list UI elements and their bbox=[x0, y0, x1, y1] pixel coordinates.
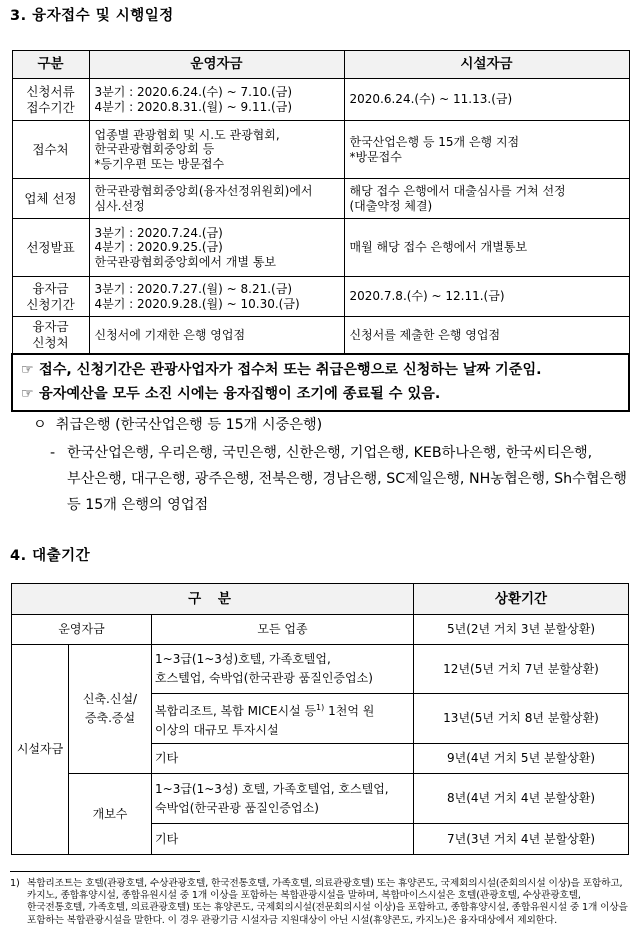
loan-header-row bbox=[12, 584, 629, 615]
row-label: 업체 선정 bbox=[12, 179, 89, 219]
repayment-period: 8년(4년 거치 4년 분할상환) bbox=[414, 774, 629, 824]
loan-row-operating bbox=[12, 615, 629, 645]
footnote bbox=[10, 878, 628, 927]
note-item: ☞ 접수, 신청기간은 관광사업자가 접수처 또는 취급은행으로 신청하는 날짜 기준임. bbox=[21, 358, 620, 382]
schedule-row-application bbox=[12, 79, 629, 121]
schedule-notes bbox=[12, 354, 629, 411]
loan-row-facility-new-hotel bbox=[12, 645, 629, 694]
section4-heading: 4. 대출기간 bbox=[10, 548, 91, 564]
row-label: 융자금 신청처 bbox=[12, 317, 89, 355]
repair-label: 개보수 bbox=[69, 774, 152, 855]
header-facility: 시설자금 bbox=[344, 51, 629, 79]
note-item: ☞ 융자예산을 모두 소진 시에는 융자집행이 조기에 종료될 수 있음. bbox=[21, 382, 620, 406]
business-type: 기타 bbox=[152, 824, 414, 855]
business-type: 기타 bbox=[152, 744, 414, 774]
row-label: 선정발표 bbox=[12, 219, 89, 277]
new-construction-label: 신축.신설/ 증축.증설 bbox=[69, 645, 152, 774]
bank-list: - 한국산업은행, 우리은행, 국민은행, 신한은행, 기업은행, KEB하나은행, 한국씨티은행, 부산은행, 대구은행, 광주은행, 전북은행, 경남은행, SC제일은행, NH농협은행, Sh수협은행 등 15개 은행의 영업점 bbox=[50, 440, 630, 518]
repayment-period: 12년(5년 거치 7년 분할상환) bbox=[414, 645, 629, 694]
row-label: 접수처 bbox=[12, 121, 89, 179]
facility-label: 시설자금 bbox=[12, 645, 69, 855]
schedule-table bbox=[11, 50, 630, 412]
section3-heading: 3. 융자접수 및 시행일정 bbox=[10, 8, 174, 24]
operating-cell: 신청서에 기재한 은행 영업점 bbox=[89, 317, 344, 355]
bank-bullet: ㅇ 취급은행 (한국산업은행 등 15개 시중은행) bbox=[33, 417, 323, 433]
loan-period-table bbox=[11, 583, 629, 855]
row-label: 융자금 신청기간 bbox=[12, 277, 89, 317]
footnote-divider bbox=[10, 871, 200, 872]
header-category: 구분 bbox=[12, 51, 89, 79]
operating-cell: 3분기 : 2020.7.24.(금) 4분기 : 2020.9.25.(금) 한국관광협회중앙회에서 개별 통보 bbox=[89, 219, 344, 277]
loan-row-facility-repair-hotel bbox=[12, 774, 629, 824]
schedule-notes-row bbox=[12, 354, 629, 411]
operating-cell: 3분기 : 2020.7.27.(월) ~ 8.21.(금) 4분기 : 2020.9.28.(월) ~ 10.30.(금) bbox=[89, 277, 344, 317]
pointing-hand-icon: ☞ bbox=[21, 362, 34, 378]
footnote-text: 복합리조트는 호텔(관광호텔, 수상관광호텔, 한국전통호텔, 가족호텔, 의료관광호텔) 또는 휴양콘도, 국제회의시설(준회의시설 이상)을 포함하고, 카지노, 종합휴양시설, 종합유원시설 중 1개 이상을 포함하는 복합관광시설을 말하며, 복합마이스시설은 호텔(관광호텔, 수상관광호텔, 한국전통호텔, 가족호텔, 의료관광호텔) 또는 휴양콘도, 국제회의시설(전문회의시설 이상)을 포함하고, 종합휴양시설, 종합유원시설 중 1개 이상을 포함하는 복합관광시설을 말한다. 이 경우 관광기금 시설자금 지원대상이 아닌 시설(휴양콘도, 카지노)은 융자대상에서 제외한다. bbox=[27, 878, 628, 926]
facility-cell: 한국산업은행 등 15개 은행 지점 *방문접수 bbox=[344, 121, 629, 179]
operating-cell: 3분기 : 2020.6.24.(수) ~ 7.10.(금) 4분기 : 2020.8.31.(월) ~ 9.11.(금) bbox=[89, 79, 344, 121]
row-label: 신청서류 접수기간 bbox=[12, 79, 89, 121]
facility-cell: 신청서를 제출한 은행 영업점 bbox=[344, 317, 629, 355]
schedule-row-loan-period bbox=[12, 277, 629, 317]
header-repayment: 상환기간 bbox=[414, 584, 629, 615]
facility-cell: 매월 해당 접수 은행에서 개별통보 bbox=[344, 219, 629, 277]
schedule-row-office bbox=[12, 121, 629, 179]
operating-cell: 한국관광협회중앙회(융자선정위원회)에서 심사.선정 bbox=[89, 179, 344, 219]
header-operating: 운영자금 bbox=[89, 51, 344, 79]
repayment-period: 5년(2년 거치 3년 분할상환) bbox=[414, 615, 629, 645]
facility-cell: 해당 접수 은행에서 대출심사를 거쳐 선정 (대출약정 체결) bbox=[344, 179, 629, 219]
schedule-header-row bbox=[12, 51, 629, 79]
business-type: 1~3급(1~3성)호텔, 가족호텔업, 호스텔업, 숙박업(한국관광 품질인증업소) bbox=[152, 645, 414, 694]
facility-cell: 2020.6.24.(수) ~ 11.13.(금) bbox=[344, 79, 629, 121]
business-type: 복합리조트, 복합 MICE시설 등$^{1)}$ 1천억 원 이상의 대규모 투자시설 bbox=[152, 694, 414, 744]
footnote-ref: 1) bbox=[316, 702, 325, 712]
operating-type: 모든 업종 bbox=[152, 615, 414, 645]
pointing-hand-icon: ☞ bbox=[21, 386, 34, 402]
operating-label: 운영자금 bbox=[12, 615, 152, 645]
circle-bullet-marker: ㅇ bbox=[33, 417, 47, 433]
schedule-row-announcement bbox=[12, 219, 629, 277]
facility-cell: 2020.7.8.(수) ~ 12.11.(금) bbox=[344, 277, 629, 317]
repayment-period: 7년(3년 거치 4년 분할상환) bbox=[414, 824, 629, 855]
operating-cell: 업종별 관광협회 및 시.도 관광협회, 한국관광협회중앙회 등 *등기우편 또는 방문접수 bbox=[89, 121, 344, 179]
schedule-row-selection bbox=[12, 179, 629, 219]
repayment-period: 13년(5년 거치 8년 분할상환) bbox=[414, 694, 629, 744]
business-type: 1~3급(1~3성) 호텔, 가족호텔업, 호스텔업, 숙박업(한국관광 품질인증업소) bbox=[152, 774, 414, 824]
header-category: 구 분 bbox=[12, 584, 414, 615]
dash-marker: - bbox=[50, 445, 56, 461]
footnote-number: 1) bbox=[10, 878, 20, 889]
schedule-row-loan-place bbox=[12, 317, 629, 355]
repayment-period: 9년(4년 거치 5년 분할상환) bbox=[414, 744, 629, 774]
